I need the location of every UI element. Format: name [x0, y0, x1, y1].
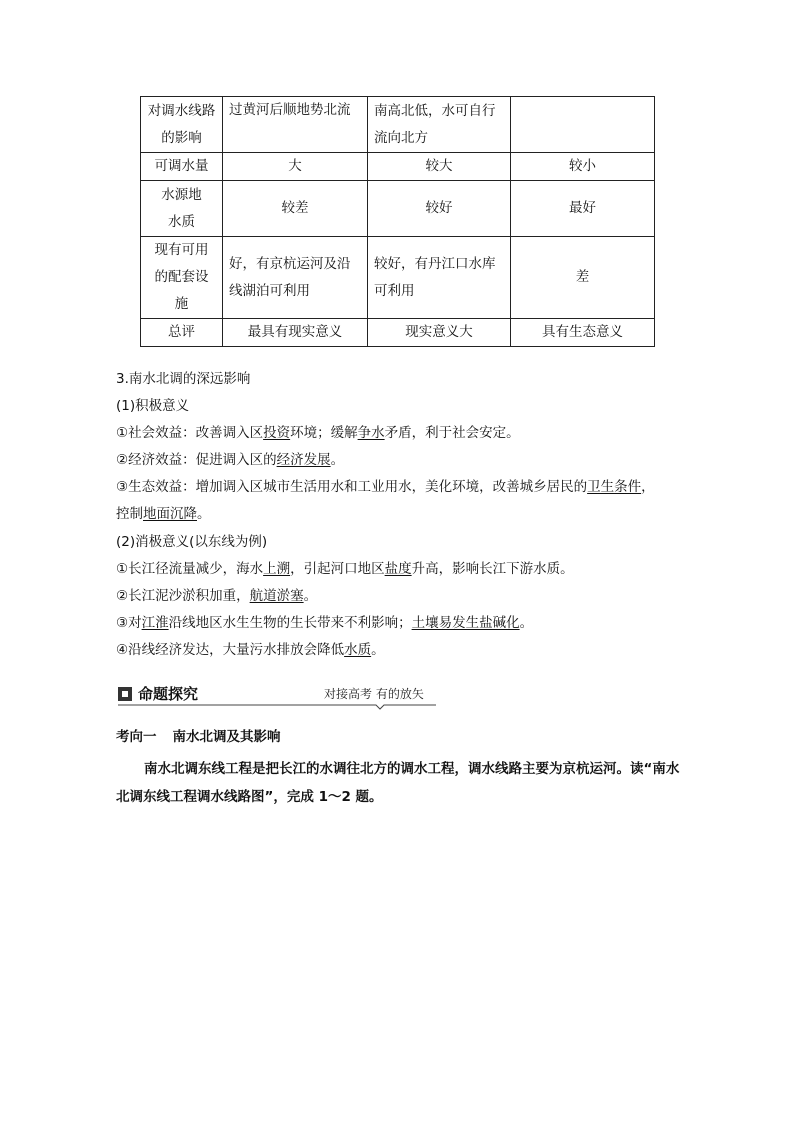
text-segment: 控制: [116, 506, 143, 522]
table-cell: 现实意义大: [368, 319, 511, 347]
negative-item-3: [116, 614, 676, 632]
text-segment: ②经济效益：促进调入区的: [116, 452, 277, 468]
text-segment: ③生态效益：增加调入区城市生活用水和工业用水，美化环境，改善城乡居民的: [116, 479, 588, 495]
intro-text: 南水北调东线工程是把长江的水调往北方的调水工程，调水线路主要为京杭运河。读“南水北调东线工程调水线路图”，完成 1～2 题。: [116, 761, 680, 805]
positive-item-1: [116, 424, 676, 442]
text-segment: 。: [371, 642, 385, 658]
table-cell: 差: [511, 237, 655, 319]
table-cell: 较差: [223, 181, 368, 237]
topic-label: 南水北调及其影响: [172, 729, 281, 745]
negative-title: (2)消极意义(以东线为例): [116, 534, 268, 550]
direction-label: 考向一: [116, 729, 157, 745]
row-header: 对调水线路的影响: [141, 97, 223, 153]
table-cell: 最好: [511, 181, 655, 237]
keyword: 地面沉降: [143, 506, 197, 522]
question-heading: [116, 728, 281, 746]
text-segment: 矛盾，利于社会安定。: [384, 425, 520, 441]
text-segment: ①长江径流量减少，海水: [116, 561, 264, 577]
keyword: 卫生条件: [587, 479, 642, 495]
negative-item-1: [116, 560, 676, 578]
table-row: [141, 181, 655, 237]
table-row: [141, 319, 655, 347]
banner-rule: [118, 698, 436, 710]
text-segment: 。: [197, 506, 211, 522]
banner-title: 命题探究: [138, 685, 199, 703]
text-segment: ④沿线经济发达，大量污水排放会降低: [116, 642, 345, 658]
row-header: 可调水量: [141, 153, 223, 181]
negative-item-2: [116, 587, 676, 605]
text-segment: 。: [303, 588, 318, 604]
table-row: [141, 237, 655, 319]
question-intro: [116, 755, 686, 811]
text-segment: ，引起河口地区: [290, 561, 385, 577]
table-cell: 具有生态意义: [511, 319, 655, 347]
table-row: [141, 153, 655, 181]
keyword: 江淮: [141, 615, 169, 631]
text-segment: ③对: [116, 615, 142, 631]
keyword: 经济发展: [276, 452, 331, 468]
table-cell: 过黄河后顺地势北流: [223, 97, 368, 153]
keyword: 航道淤塞: [249, 588, 304, 604]
banner-square-inner: [122, 691, 128, 697]
section-title: 3.南水北调的深远影响: [116, 371, 251, 387]
keyword: 争水: [357, 425, 385, 441]
table-cell: 大: [223, 153, 368, 181]
table-cell: 较小: [511, 153, 655, 181]
table-cell: 好，有京杭运河及沿线湖泊可利用: [223, 237, 368, 319]
comparison-table: [140, 96, 655, 347]
table-cell: [511, 97, 655, 153]
text-segment: 沿线地区水生生物的生长带来不利影响；: [168, 615, 412, 631]
keyword: 盐度: [384, 561, 412, 577]
table-cell: 较好: [368, 181, 511, 237]
text-segment: 升高，影响长江下游水质。: [411, 561, 574, 577]
text-segment: ②长江泥沙淤积加重，: [116, 588, 250, 604]
keyword: 上溯: [263, 561, 291, 577]
negative-item-4: [116, 641, 676, 659]
text-segment: ①社会效益：改善调入区: [116, 425, 264, 441]
text-segment: 环境；缓解: [290, 425, 358, 441]
row-header: 水源地水质: [141, 181, 223, 237]
keyword: 投资: [263, 425, 291, 441]
table-cell: 南高北低，水可自行流向北方: [368, 97, 511, 153]
section-banner: [118, 684, 436, 710]
table-row: [141, 97, 655, 153]
banner-subtitle: 对接高考 有的放矢: [324, 687, 424, 701]
positive-item-3-cont: [116, 505, 676, 523]
table-cell: 较好，有丹江口水库可利用: [368, 237, 511, 319]
keyword: 土壤易发生盐碱化: [411, 615, 520, 631]
positive-item-3: [116, 478, 676, 496]
keyword: 水质: [344, 642, 372, 658]
table-cell: 较大: [368, 153, 511, 181]
table-cell: 最具有现实意义: [223, 319, 368, 347]
text-segment: ，: [641, 479, 655, 495]
row-header: 现有可用的配套设施: [141, 237, 223, 319]
positive-item-2: [116, 451, 676, 469]
text-segment: 。: [519, 615, 534, 631]
text-segment: 。: [330, 452, 345, 468]
row-header: 总评: [141, 319, 223, 347]
positive-title: (1)积极意义: [116, 398, 190, 414]
